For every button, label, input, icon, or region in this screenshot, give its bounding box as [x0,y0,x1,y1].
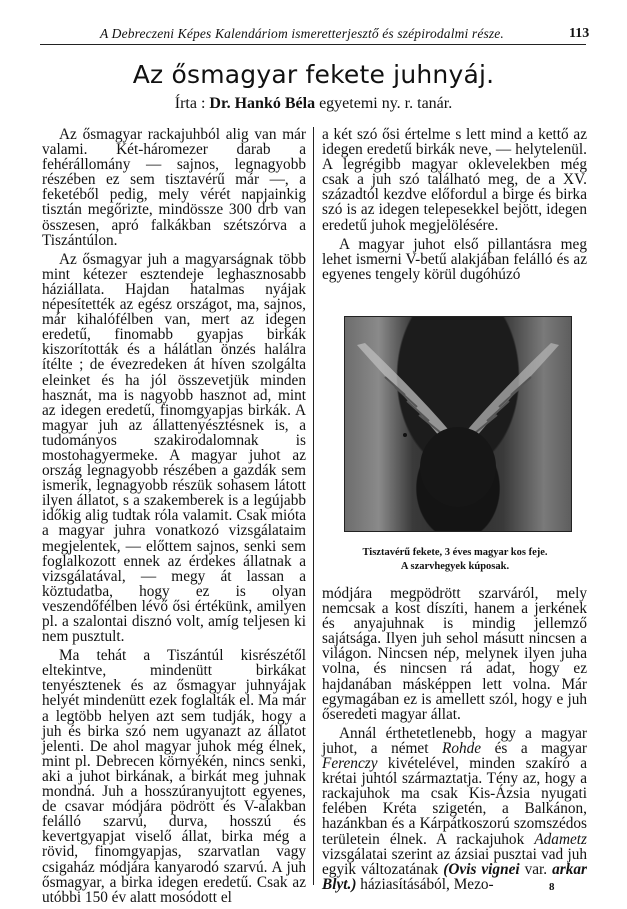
text-run: és a magyar [481,739,587,757]
byline-author: Dr. Hankó Béla [209,95,316,112]
right-column-bottom [322,586,587,896]
paragraph-continued: módjára megpödrött szarváról, mely nemcsak a kost díszíti, hanem a jerkének és anyajuhnak is mindig jellemző sajátsága. Ilyen juh sehol másutt nincsen a világon. Nincsen nép, melynek ilyen juha volna, és nincsen rá adat, hogy ez hajdanában másképpen lett volna. Már egymagában ez is amellett szól, hogy e juh őseredeti magyar állat. [322,585,587,723]
byline-prefix: Írta : [174,95,206,112]
right-column-top [322,127,587,286]
author-name-rohde: Rohde [441,739,482,757]
running-head [0,26,627,44]
byline [0,95,627,113]
text-run: kivételével, minden szakíró a krétai juhtól származtatja. Tény az, hogy a rackajuhok ma csak Kis-Ázsia nyugati felében Kréta szigetén, a Balkánon, hazánkban és a Kárpátkoszorú szomszédos területein élnek. A rackajuhok [322,755,587,848]
header-rule [40,44,586,45]
page-number: 113 [569,26,590,41]
text-run: háziasításából, Mezo- [356,875,494,893]
variety-name: arkar Blyt.) [322,860,587,893]
running-head-title: A Debreczeni Képes Kalendáriom ismeretterjesztő és szépirodalmi része. [100,26,504,41]
paragraph: Az ősmagyar juh a magyarságnak több mint kétezer esztendeje leghasznosabb háziállata. Hajdan hatalmas nyájak népesítették az egész országot, ma, sajnos, már kihalófélben van, mert az idegen eredetű, finomabb gyapjas birkák kiszorították és a hálátlan önzés halálra ítélte ; de évezredeken át híven szolgálta eleinket és ha jól összevetjük minden hasznát, ma is nagyobb hasznot ad, mint az idegen eredetű, finomgyapjas birkák. A magyar juh az állattenyésztésnek is, a tudományos szakirodalomnak is mostohagyermeke. A magyar juhot az ország legnagyobb részében a gazdák sem ismerik, legnagyobb részük sohasem látott ilyen állatot, s a szakemberek is a legújabb időkig alig tudtak róla valamit. Csak mióta a magyar juhra vonatkozó vizsgálataim megjelentek, — előttem sajnos, senki sem foglalkozott ennek az érdekes állatnak a vizsgálatával, — megy át lassan a köztudatba, hogy ez is olyan veszendőfélben lévő ősi értékünk, amilyen pl. a szalontai disznó volt, amíg teljesen ki nem pusztult. [42,250,306,646]
paragraph: Az ősmagyar rackajuhból alig van már valami. Két-háromezer darab a fehérállomány — sajnos, legnagyobb részében ez sem tisztavérű már —, a feketéből pedig, mely vérét napjainkig tisztán megőrizte, mindössze 300 drb van összesen, apró falkákban szétszórva a Tiszántúlon. [42,126,306,249]
column-divider [313,127,314,885]
text-run: vizsgálatai szerint az ázsiai pusztai vad juh egyik változatának [322,845,587,878]
paragraph [322,726,587,892]
ram-head-photo [344,316,572,532]
left-column [42,127,306,909]
paragraph: A magyar juhot első pillantásra meg lehet ismerni V-betű alakjában felálló és az egyenes tengely körül dugóhúzó [322,235,587,283]
article-title: Az ősmagyar fekete juhnyáj. [132,60,495,89]
byline-suffix: egyetemi ny. r. tanár. [319,95,453,112]
caption-line: A szarvhegyek kúposak. [400,560,510,572]
author-name-ferenczy: Ferenczy [322,755,378,773]
species-name: (Ovis vignei [443,860,520,878]
ram-horns-illustration [345,317,571,531]
text-run: Annál érthetetlenebb, hogy a magyar juhot, a német [322,724,587,757]
paragraph-continued: a két szó ősi értelme s lett mind a kettő az idegen eredetű birkák neve, — helytelenül. A legrégibb magyar oklevelekben még csak a juh szó található meg, de a XV. századtól kezdve előfordul a birge és birka szó is az idegen telepesekkel bejött, idegen eredetű juhok megjelölésére. [322,126,587,234]
paragraph: Ma tehát a Tiszántúl kisrészétől eltekintve, mindenütt birkákat tenyésztenek és az ősmagyar juhnyájak helyét mindenütt ezek foglalták el. Ma már a legtöbb helyen azt sem tudják, hogy a juh és birka szó nem ugyanazt az állatot jelenti. De ahol magyar juhok még élnek, mint pl. Debrecen környékén, nincs senki, aki a juhot birkának, a birkát meg juhnak mondná. Juh a hosszúranyujtott egyenes, de csavar módjára pödrött és V-alakban felálló szarvú, durva, hosszú és kevertgyapjat viselő állat, birka még a rövid, finomgyapjas, szarvatlan vagy csigaház módjára kanyarodó szarvú. A juh ősmagyar, a birka idegen eredetű. Csak az utóbbi 150 év alatt mosódott el [42,647,306,906]
text-run: var. [519,860,553,878]
author-name-adametz: Adametz [534,830,587,848]
figure-caption [330,546,580,573]
signature-mark: 8 [549,881,555,893]
caption-line: Tisztavérű fekete, 3 éves magyar kos feje. [362,547,548,558]
